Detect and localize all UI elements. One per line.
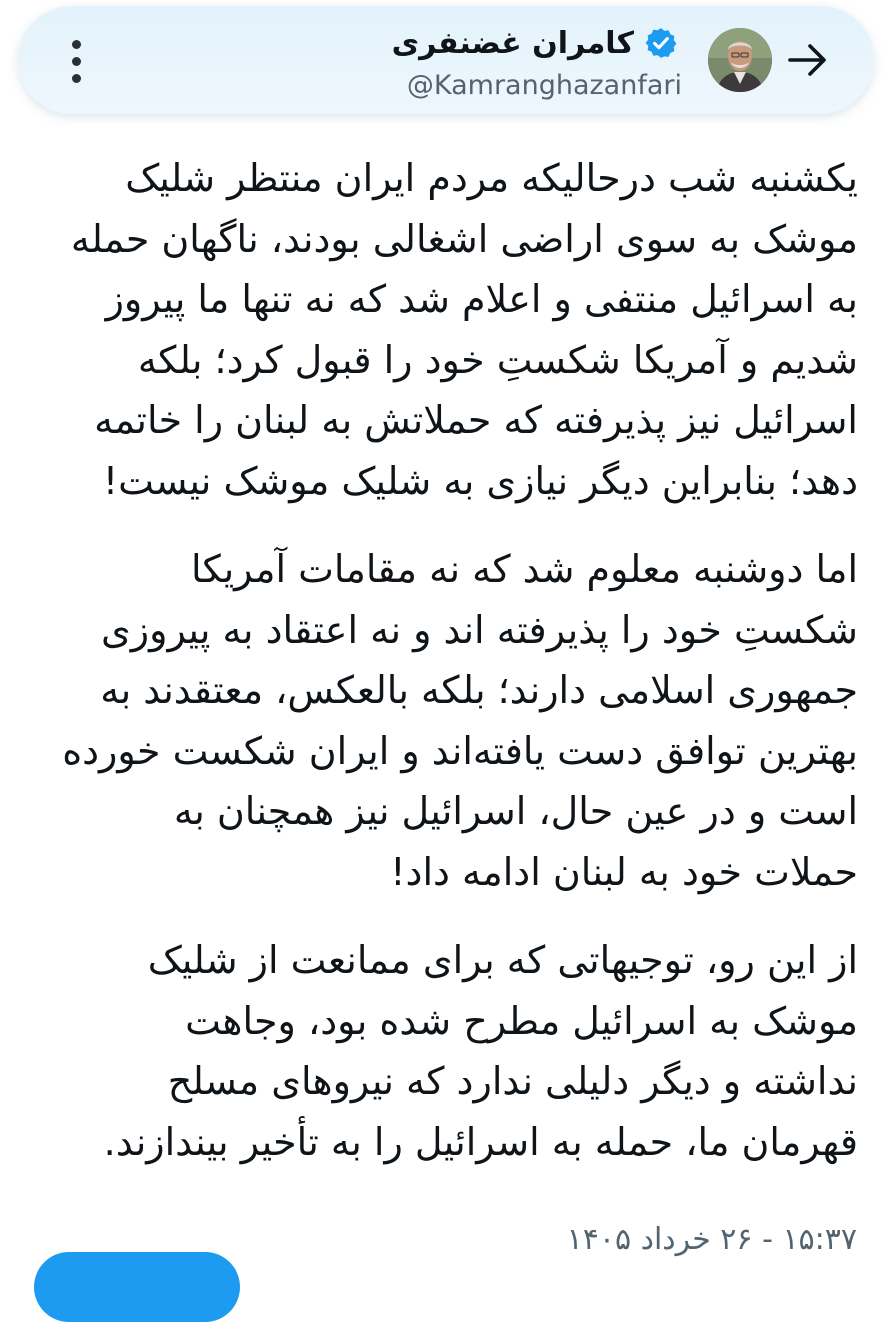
back-button[interactable] — [786, 40, 830, 80]
avatar-image — [708, 28, 772, 92]
profile-header — [18, 6, 874, 114]
more-vertical-icon — [72, 40, 81, 49]
floating-action-button[interactable] — [34, 1252, 240, 1322]
tweet-paragraph: از این رو، توجیهاتی که برای ممانعت از شلیک موشک به اسرائیل مطرح شده بود، وجاهت نداشته و دیگر دلیلی ندارد که نیروهای مسلح قهرمان ما، حمله به اسرائیل را به تأخیر بیندازند. — [103, 938, 858, 1164]
more-vertical-icon-dot — [72, 74, 81, 83]
display-name[interactable]: کامران غضنفری — [391, 25, 634, 61]
user-handle[interactable]: @Kamranghazanfari — [406, 70, 682, 101]
arrow-right-icon — [786, 40, 830, 80]
tweet-paragraph: اما دوشنبه معلوم شد که نه مقامات آمریکا شکستِ خود را پذیرفته اند و نه اعتقاد به پیروزی جمهوری اسلامی دارند؛ بلکه بالعکس، معتقدند به بهترین توافق دست یافته‌اند و ایران شکست خورده است و در عین حال، اسرائیل نیز همچنان به حملات خود به لبنان ادامه داد! — [62, 547, 858, 894]
more-options-button[interactable] — [66, 40, 90, 84]
name-row — [392, 20, 688, 66]
verified-badge-icon — [644, 26, 678, 60]
tweet-timestamp[interactable]: ۱۵:۳۷ - ۲۶ خرداد ۱۴۰۵ — [566, 1222, 857, 1257]
tweet-paragraph: یکشنبه شب درحالیکه مردم ایران منتظر شلیک موشک به سوی اراضی اشغالی بودند، ناگهان حمله به اسرائیل منتفی و اعلام شد که نه تنها ما پیروز شدیم و آمریکا شکستِ خود را قبول کرد؛ بلکه اسرائیل نیز پذیرفته که حملاتش به لبنان را خاتمه دهد؛ بنابراین دیگر نیازی به شلیک موشک نیست! — [70, 156, 858, 503]
tweet-text — [36, 148, 858, 1200]
more-vertical-icon-dot — [72, 57, 81, 66]
avatar[interactable] — [708, 28, 772, 92]
